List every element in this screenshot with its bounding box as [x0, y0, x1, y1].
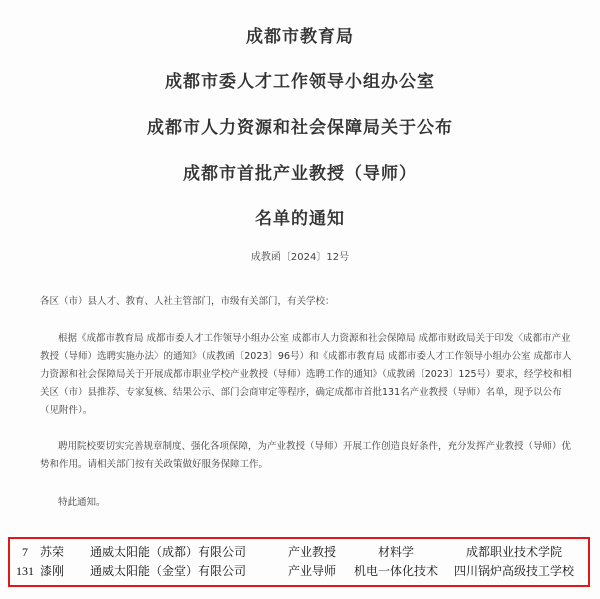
issuer-title-1: 成都市教育局 [246, 27, 354, 47]
specialty-field: 机电一体化技术 [353, 564, 438, 578]
appointment-title: 产业教授 [288, 545, 337, 559]
document-number: 成教函〔2024〕12号 [250, 252, 350, 263]
table-row [10, 562, 588, 580]
row-number: 7 [22, 545, 28, 559]
notice-title-2: 名单的通知 [255, 209, 345, 229]
closing-text: 特此通知。 [58, 497, 106, 508]
paragraph-2: 聘用院校要切实完善规章制度、强化各项保障，为产业教授（导师）开展工作创造良好条件，充分发挥产业教授（导师）优势和作用。请相关部门按有关政策做好服务保障工作。 [40, 441, 572, 470]
salutation: 各区（市）县人才、教育、人社主管部门，市级有关部门，有关学校： [40, 296, 335, 307]
notice-title-1: 成都市首批产业教授（导师） [183, 164, 417, 184]
appointment-title: 产业导师 [288, 564, 337, 578]
specialty-field: 材料学 [377, 545, 414, 559]
table-row [10, 543, 588, 561]
company-name: 通威太阳能（成都）有限公司 [90, 545, 247, 559]
person-name: 苏荣 [40, 545, 65, 559]
row-number: 131 [16, 564, 34, 578]
company-name: 通威太阳能（金堂）有限公司 [90, 564, 247, 578]
school-name: 四川锅炉高级技工学校 [453, 564, 574, 578]
issuer-title-2: 成都市委人才工作领导小组办公室 [165, 72, 435, 92]
school-name: 成都职业技术学院 [465, 545, 562, 559]
person-name: 漆刚 [40, 564, 65, 578]
paragraph-1: 根据《成都市教育局 成都市委人才工作领导小组办公室 成都市人力资源和社会保障局 成都市财政局关于印发〈成都市产业教授（导师）选聘实施办法〉的通知》（成教函〔2023〕96号）和《成都市教育局 成都市委人才工作领导小组办公室 成都市人力资源和社会保障局关于开展成都市职业学校产业教授（导师）选聘工作的通知》（成教函〔2023〕125号）要求，经学校和相关区（市）县推荐、专家复核、结果公示、部门会商审定等程序，确定成都市首批131名产业教授（导师）名单，现予以公布（见附件）。 [40, 333, 572, 416]
issuer-title-3: 成都市人力资源和社会保障局关于公布 [147, 118, 453, 138]
